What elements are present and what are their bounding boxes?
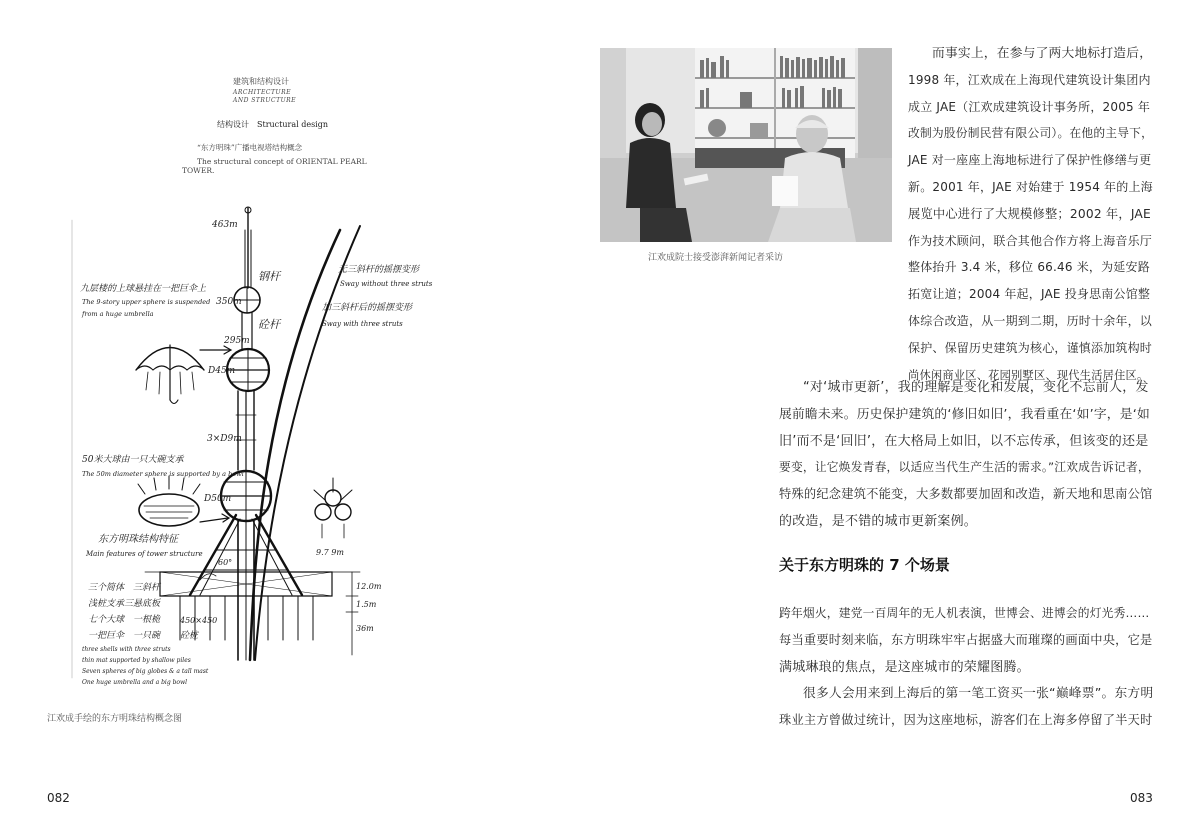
text-line: 尚休闲商业区、花园别墅区、现代生活居住区。 bbox=[908, 368, 1149, 382]
text-line: 整体抬升 3.4 米，移位 66.46 米，为延安路 bbox=[908, 260, 1150, 275]
page-number-left: 082 bbox=[47, 791, 70, 805]
label-295m: 295m bbox=[224, 336, 250, 346]
label-pile-cn: 砼桩 bbox=[180, 631, 199, 641]
photo-caption: 江欢成院士接受澎湃新闻记者采访 bbox=[648, 253, 784, 263]
features-note-en: Main features of tower structure bbox=[86, 550, 203, 558]
summary-en-1: three shells with three struts bbox=[82, 646, 171, 653]
features-note-cn: 东方明珠结构特征 bbox=[98, 534, 178, 545]
text-line: 跨年烟火，建党一百周年的无人机表演，世博会、进博会的灯光秀…… bbox=[779, 606, 1150, 620]
text-line: 很多人会用来到上海后的第一笔工资买一张“巅峰票”。东方明 bbox=[803, 686, 1154, 701]
umbrella-note-en-2: from a huge umbrella bbox=[82, 310, 154, 318]
text-line: 满城琳琅的焦点，是这座城市的荣耀图腾。 bbox=[779, 659, 1030, 675]
text-line: 展览中心进行了大规模修整；2002 年，JAE bbox=[908, 206, 1151, 221]
text-line: 新。2001 年，JAE 对始建于 1954 年的上海 bbox=[908, 180, 1153, 194]
note-no-strut-cn: 无三斜杆的摇摆变形 bbox=[338, 265, 420, 275]
label-d45m: D45m bbox=[208, 366, 236, 376]
summary-en-3: Seven spheres of big globes & a tall mast bbox=[82, 668, 209, 675]
concept-title-cn: “东方明珠”广播电视塔结构概念 bbox=[197, 143, 303, 152]
umbrella-note-en-1: The 9-story upper sphere is suspended bbox=[82, 298, 211, 306]
summary-en-4: One huge umbrella and a big bowl bbox=[82, 679, 188, 686]
label-dim-1-5m: 1.5m bbox=[356, 600, 377, 609]
label-d50m: D50m bbox=[204, 494, 232, 504]
interview-photo-illustration bbox=[600, 48, 892, 242]
subsection-title: 结构设计 Structural design bbox=[217, 120, 329, 129]
page-number-right: 083 bbox=[1130, 791, 1153, 805]
tower-structure-sketch bbox=[40, 60, 440, 700]
text-line: 珠业主方曾做过统计，因为这座地标，游客们在上海多停留了半天时 bbox=[779, 712, 1153, 727]
summary-cn-3: 七个大球 一根桅 bbox=[88, 615, 161, 625]
text-line: 拓宽让道；2004 年起，JAE 投身思南公馆整 bbox=[908, 287, 1151, 302]
summary-cn-2: 浅桩支承三悬底板 bbox=[88, 599, 161, 609]
label-dim-36m: 36m bbox=[356, 624, 374, 633]
label-steel-rod: 钢杆 bbox=[258, 270, 280, 283]
label-column-dims: 9.7 9m bbox=[316, 548, 344, 557]
text-line: “对‘城市更新’，我的理解是变化和发展，变化不忘前人，发 bbox=[803, 380, 1149, 395]
label-dim-12m: 12.0m bbox=[356, 582, 382, 591]
section-title-en-2: AND STRUCTURE bbox=[233, 97, 297, 104]
summary-cn-4: 一把巨伞 一只碗 bbox=[88, 631, 161, 641]
summary-cn-1: 三个简体 三斜杆 bbox=[88, 583, 161, 593]
section-heading: 关于东方明珠的 7 个场景 bbox=[779, 556, 950, 574]
text-line: 作为技术顾问，联合其他合作方将上海音乐厅 bbox=[908, 233, 1153, 248]
text-line: 特殊的纪念建筑不能变，大多数都要加固和改造，新天地和思南公馆 bbox=[779, 487, 1153, 502]
text-line: 要变，让它焕发青春，以适应当代生产生活的需求。”江欢成告诉记者， bbox=[779, 460, 1150, 475]
text-line: 改制为股份制民营有限公司）。在他的主导下， bbox=[908, 126, 1154, 141]
text-line: 展前瞻未来。历史保护建筑的‘修旧如旧’，我看重在‘如’字，是‘如 bbox=[779, 406, 1150, 422]
note-no-strut-en: Sway without three struts bbox=[340, 280, 433, 288]
section-title-cn: 建筑和结构设计 bbox=[233, 77, 289, 86]
note-strut-cn: 加三斜杆后的摇摆变形 bbox=[322, 303, 413, 313]
sketch-caption: 江欢成手绘的东方明珠结构概念图 bbox=[47, 714, 183, 724]
text-line: 体综合改造，从一期到二期，历时十余年，以 bbox=[908, 314, 1153, 328]
umbrella-note-cn: 九层楼的上球悬挂在一把巨伞上 bbox=[80, 284, 207, 294]
sphere-note-cn: 50米大球由一只大碗支承 bbox=[82, 455, 184, 465]
text-line: 的改造，是不错的城市更新案例。 bbox=[779, 514, 978, 529]
summary-en-2: thin mat supported by shallow piles bbox=[82, 657, 191, 664]
concept-title-en-2: TOWER. bbox=[182, 166, 215, 175]
note-strut-en: Sway with three struts bbox=[322, 320, 403, 328]
interview-photo bbox=[600, 48, 892, 242]
text-line: 1998 年，江欢成在上海现代建筑设计集团内 bbox=[908, 72, 1151, 87]
label-legs: 3×D9m bbox=[207, 434, 242, 444]
concept-title-en-1: The structural concept of ORIENTAL PEARL bbox=[197, 157, 367, 166]
label-463m: 463m bbox=[212, 220, 238, 230]
text-line: 保护、保留历史建筑为核心，谨慎添加筑构时 bbox=[908, 340, 1153, 355]
text-line: 旧’而不是‘回旧’，在大格局上如旧，以不忘传承，但该变的还是 bbox=[779, 433, 1149, 449]
text-line: 每当重要时刻来临，东方明珠牢牢占据盛大而璀璨的画面中央，它是 bbox=[779, 632, 1153, 647]
text-line: JAE 对一座座上海地标进行了保护性修缮与更 bbox=[908, 153, 1152, 168]
label-angle: 60° bbox=[218, 558, 233, 567]
sphere-note-en: The 50m diameter sphere is supported by a bowl bbox=[82, 470, 244, 478]
text-line: 成立 JAE（江欢成建筑设计事务所，2005 年 bbox=[908, 99, 1151, 114]
label-350m: 350m bbox=[216, 297, 242, 307]
section-title-en-1: ARCHITECTURE bbox=[233, 89, 291, 96]
label-concrete-rod: 砼杆 bbox=[258, 318, 280, 331]
text-line: 而事实上，在参与了两大地标打造后， bbox=[932, 46, 1153, 61]
label-pile-size: 450×450 bbox=[180, 616, 218, 625]
